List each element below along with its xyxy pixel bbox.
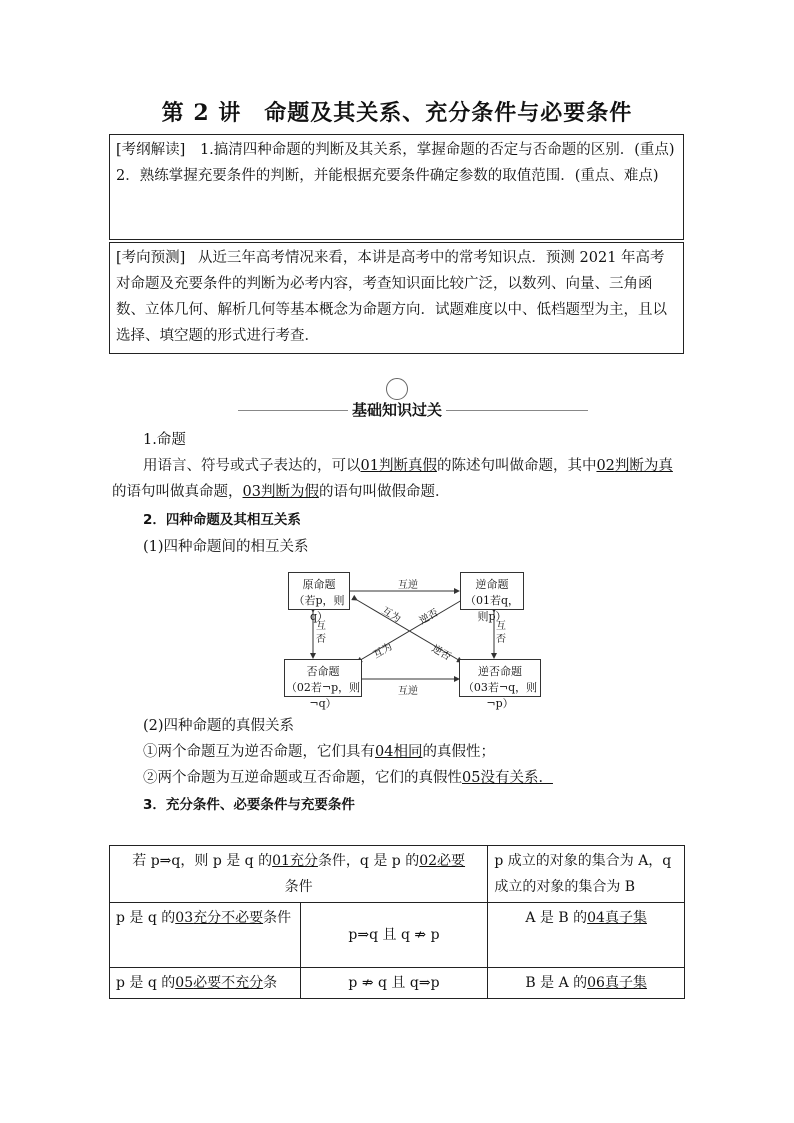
answer-04 <box>375 744 422 760</box>
section-title: 基础知识过关 <box>351 401 442 419</box>
conditions-table <box>109 845 685 999</box>
answer-num: 02 <box>596 458 615 474</box>
answer-04 <box>587 910 647 926</box>
answer-num: 03 <box>242 484 261 500</box>
bottom-label: 互逆 <box>398 686 418 697</box>
cell-text: p ⇏ q 且 q⇒p <box>348 975 440 991</box>
cell-text: p 是 q 的 <box>116 975 176 991</box>
answer-text: 判断为真 <box>614 458 673 474</box>
answer-num: 05 <box>462 770 481 786</box>
page-title: 第 2 讲 命题及其关系、充分条件与必要条件 <box>161 100 633 126</box>
converse-sub: （01若q，则p） <box>464 594 520 623</box>
s2-sub1: (1)四种命题间的相互关系 <box>143 539 309 555</box>
table-cell <box>110 846 488 903</box>
table-cell <box>300 968 488 999</box>
answer-01 <box>361 458 437 474</box>
inverse-title: 否命题 <box>306 665 340 678</box>
s1-paragraph <box>112 453 684 505</box>
s1-text-a: 用语言、符号或式子表达的，可以 <box>143 458 361 474</box>
four-propositions-diagram <box>282 568 542 710</box>
answer-text: 充分 <box>289 853 318 869</box>
answer-num: 03 <box>175 910 194 926</box>
cell-text: 条件 <box>263 910 292 926</box>
table-cell <box>300 903 488 968</box>
section-icon <box>386 378 408 400</box>
answer-05 <box>175 975 263 991</box>
answer-text: 充分不必要 <box>193 910 264 926</box>
relation-2 <box>143 765 553 791</box>
forecast-text: 从近三年高考情况来看，本讲是高考中的常考知识点．预测 2021 年高考对命题及充要条件的判断为必考内容，考查知识面比较广泛，以数列、向量、三角函数、立体几何、解析几何等基本概念为命题方向．试题难度以中、低档题型为主，且以选择、填空题的形式进行考查． <box>116 250 667 344</box>
cell-text: 若 p⇒q，则 p 是 q 的 <box>132 853 273 869</box>
diag-label-1b: 逆否 <box>429 643 453 663</box>
table-row <box>110 968 685 999</box>
contrapositive-proposition-box <box>459 659 541 710</box>
table-cell <box>488 968 685 999</box>
relation-1-c: 的真假性； <box>422 744 495 760</box>
answer-num: 02 <box>419 853 438 869</box>
answer-06 <box>587 975 647 991</box>
contrapositive-title: 逆否命题 <box>478 665 522 678</box>
answer-num: 04 <box>587 910 605 926</box>
relation-1 <box>143 739 495 765</box>
table-cell <box>110 903 301 968</box>
converse-proposition-box <box>460 572 524 623</box>
original-title: 原命题 <box>302 578 336 591</box>
syllabus-box <box>109 134 684 240</box>
answer-text: 真子集 <box>604 910 647 926</box>
answer-02 <box>596 458 672 474</box>
s3-heading: 3．充分条件、必要条件与充要条件 <box>143 797 355 813</box>
answer-05 <box>462 770 553 786</box>
answer-02 <box>419 853 465 869</box>
answer-text: 相同 <box>393 744 423 760</box>
answer-num: 06 <box>587 975 605 991</box>
converse-title: 逆命题 <box>475 578 509 591</box>
cell-text: 条件，q 是 p 的 <box>317 853 420 869</box>
answer-num: 01 <box>360 458 379 474</box>
answer-text: 必要不充分 <box>193 975 264 991</box>
top-label: 互逆 <box>398 580 418 591</box>
answer-text: 真子集 <box>604 975 647 991</box>
answer-num: 04 <box>375 744 394 760</box>
cell-text: p 是 q 的 <box>116 910 176 926</box>
answer-num: 01 <box>272 853 290 869</box>
forecast-box <box>109 242 684 354</box>
answer-03 <box>243 484 319 500</box>
table-cell <box>110 968 301 999</box>
s2-heading: 2．四种命题及其相互关系 <box>143 512 301 528</box>
table-row <box>110 846 685 903</box>
original-proposition-box <box>288 572 350 623</box>
table-cell <box>488 903 685 968</box>
syllabus-tag: [考纲解读] <box>116 142 186 158</box>
cell-text: A 是 B 的 <box>525 910 588 926</box>
answer-03 <box>175 910 263 926</box>
original-sub: （若p，则q） <box>293 594 345 623</box>
cell-text: p 成立的对象的集合为 A，q 成立的对象的集合为 B <box>494 853 672 895</box>
s1-heading: 1.命题 <box>143 432 186 448</box>
diag-label-2a: 互为 <box>371 641 395 661</box>
s1-text-c: 的语句叫做真命题， <box>112 484 243 500</box>
contrapositive-sub: （03若¬q，则¬p） <box>462 681 538 710</box>
answer-text: 判断为假 <box>260 484 319 500</box>
inverse-proposition-box <box>284 659 362 710</box>
right-label: 互否 <box>496 621 506 645</box>
diag-label-2b: 逆否 <box>417 607 441 627</box>
cell-text: 条件 <box>284 879 313 895</box>
s1-text-d: 的语句叫做假命题． <box>318 484 450 500</box>
cell-text: B 是 A 的 <box>525 975 588 991</box>
s1-text-b: 的陈述句叫做命题，其中 <box>436 458 597 474</box>
diag-label-1a: 互为 <box>379 605 403 625</box>
cell-text: 条 <box>263 975 278 991</box>
left-label: 互否 <box>316 621 326 645</box>
answer-text: 没有关系． <box>480 770 553 786</box>
answer-num: 05 <box>175 975 194 991</box>
answer-text: 必要 <box>437 853 466 869</box>
inverse-sub: （02若¬p，则¬q） <box>285 681 361 710</box>
relation-1-a: ①两个命题互为逆否命题，它们具有 <box>143 744 375 760</box>
syllabus-line-1: 1.搞清四种命题的判断及其关系，掌握命题的否定与否命题的区别．(重点) <box>199 142 675 158</box>
forecast-tag: [考向预测] <box>116 250 186 266</box>
table-row <box>110 903 685 968</box>
relation-2-a: ②两个命题为互逆命题或互否命题，它们的真假性 <box>143 770 462 786</box>
s2-sub2: (2)四种命题的真假关系 <box>143 718 295 734</box>
syllabus-line-2: 2．熟练掌握充要条件的判断，并能根据充要条件确定参数的取值范围．(重点、难点) <box>116 168 659 184</box>
answer-01 <box>272 853 318 869</box>
answer-text: 判断真假 <box>378 458 437 474</box>
cell-text: p⇒q 且 q ⇏ p <box>348 927 440 943</box>
table-cell <box>488 846 685 903</box>
